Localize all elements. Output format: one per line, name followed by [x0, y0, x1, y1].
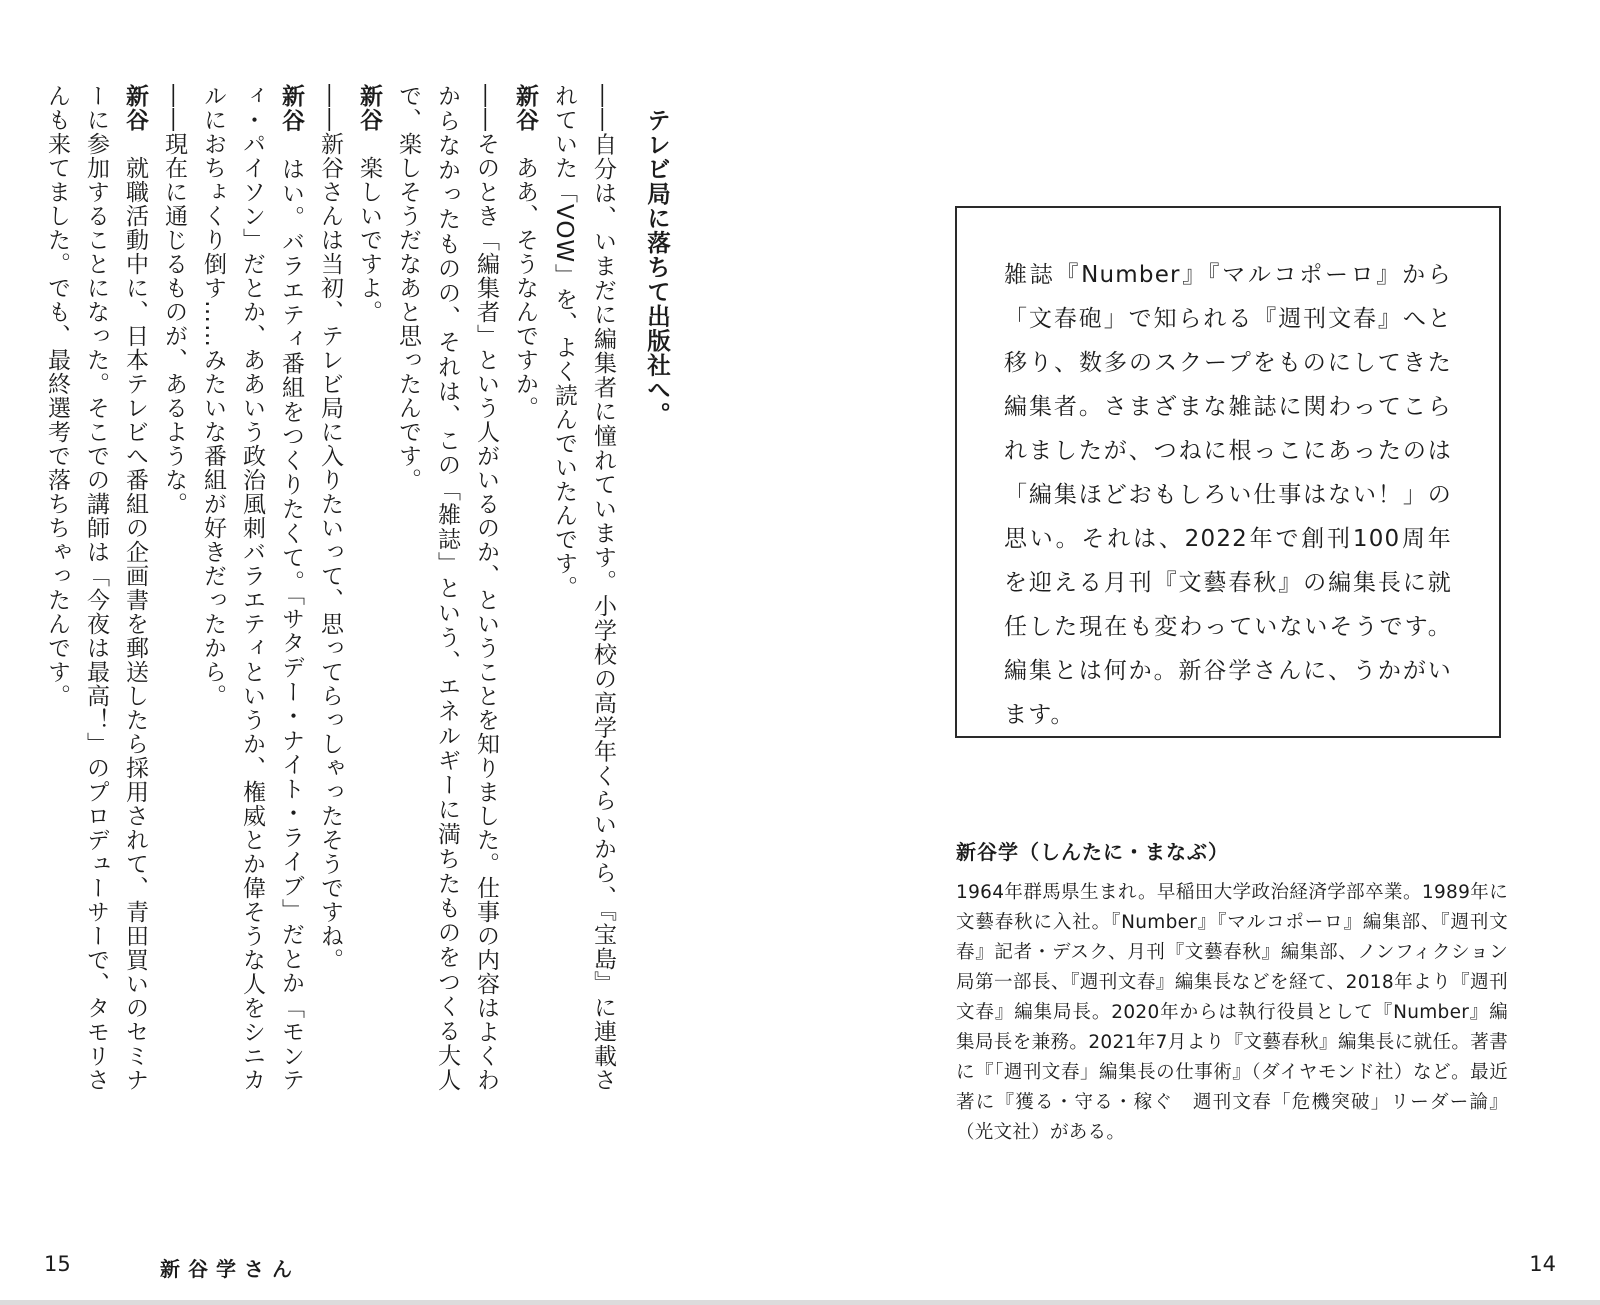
interview-question: [388, 84, 505, 1092]
interview-question: [154, 84, 193, 1092]
interview-answer: [349, 84, 388, 1092]
interview-question: [544, 84, 622, 1092]
intro-box: [955, 206, 1501, 738]
interview-answer: [37, 84, 154, 1092]
paragraph-text: ――そのとき「編集者」という人がいるのか、ということを知りました。仕事の内容はよくわからなかったものの、それは、この「雑誌」という、エネルギーに満ちたものをつくる大人で、楽しそうだなあと思ったんです。: [395, 84, 499, 1092]
interview-answer: [193, 84, 310, 1092]
paragraph-text: はい。バラエティ番組をつくりたくて。「サタデー・ナイト・ライブ」だとか「モンティ・パイソン」だとか、ああいう政治風刺バラエティというか、権威とか偉そうな人をシニカルにおちょくり倒す……みたいな番組が好きだったから。: [200, 84, 304, 1093]
paragraph-text: 就職活動中に、日本テレビへ番組の企画書を郵送したら採用されて、青田買いのセミナーに参加することになった。そこでの講師は「今夜は最高！」のプロデューサーで、タモリさんも来てました。でも、最終選考で落ちちゃったんです。: [44, 84, 148, 1092]
speaker-label: 新谷: [122, 84, 148, 132]
paragraph-text: 楽しいですよ。: [356, 132, 382, 324]
intro-text: 雑誌『Number』『マルコポーロ』から「文春砲」で知られる『週刊文春』へと移り、数多のスクープをものにしてきた編集者。さまざまな雑誌に関わってこられましたが、つねに根っこにあったのは「編集ほどおもしろい仕事はない！」の思い。それは、2022年で創刊100周年を迎える月刊『文藝春秋』の編集長に就任した現在も変わっていないそうです。編集とは何か。新谷学さんに、うかがいます。: [1004, 262, 1452, 728]
speaker-label: 新谷: [512, 84, 538, 132]
paragraph-text: ――新谷さんは当初、テレビ局に入りたいって、思ってらっしゃったそうですね。: [317, 84, 343, 972]
bio-text: 1964年群馬県生まれ。早稲田大学政治経済学部卒業。1989年に文藝春秋に入社。『Number』『マルコポーロ』編集部、『週刊文春』記者・デスク、月刊『文藝春秋』編集部、ノンフィクション局第一部長、『週刊文春』編集長などを経て、2018年より『週刊文春』編集局長。2020年からは執行役員として『Number』編集局長を兼務。2021年7月より『文藝春秋』編集長に就任。著書に『「週刊文春」編集長の仕事術』（ダイヤモンド社）など。最近著に『獲る・守る・稼ぐ 週刊文春「危機突破」リーダー論』（光文社）がある。: [956, 882, 1508, 1143]
speaker-label: 新谷: [356, 84, 382, 132]
bio-block: [956, 836, 1508, 1148]
bio-name: 新谷学（しんたに・まなぶ）: [956, 840, 1229, 864]
speaker-label: 新谷: [278, 84, 304, 133]
interview-text-block: [36, 84, 676, 1092]
interview-question: [310, 84, 349, 1092]
paragraph-text: ああ、そうなんですか。: [512, 132, 538, 420]
page-number-left: 15: [44, 1252, 71, 1276]
page-bottom-edge: [0, 1300, 1600, 1305]
paragraph-text: ――現在に通じるものが、あるような。: [161, 84, 187, 516]
page-number-right: 14: [1529, 1252, 1556, 1276]
running-title: 新谷学さん: [160, 1257, 300, 1281]
interview-answer: [505, 84, 544, 1092]
paragraph-text: ――自分は、いまだに編集者に憧れています。小学校の高学年くらいから、『宝島』に連載されていた「VOW」を、よく読んでいたんです。: [551, 84, 616, 1092]
section-heading: テレビ局に落ちて出版社へ。: [643, 108, 671, 427]
